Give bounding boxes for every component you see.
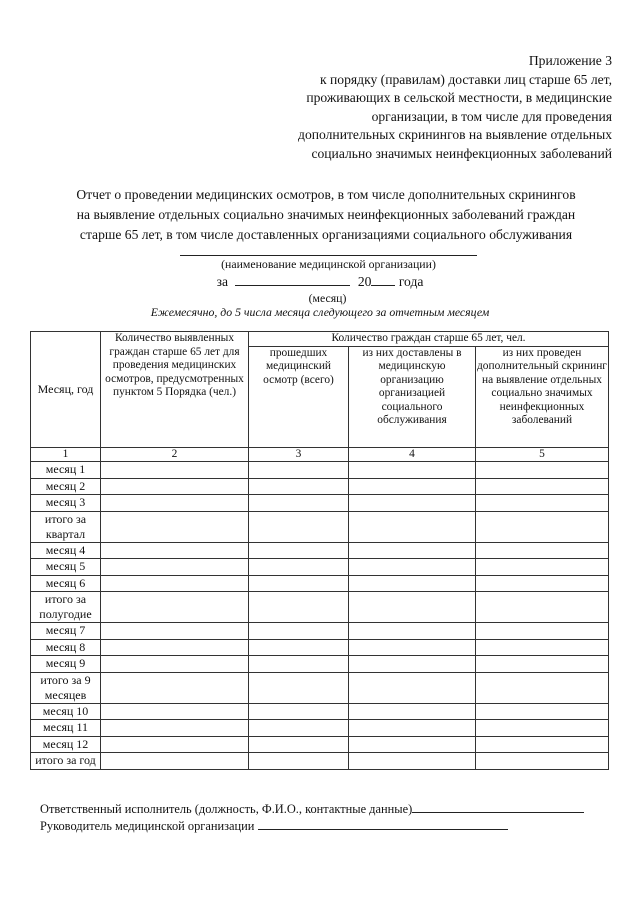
table-row	[31, 495, 609, 512]
data-cell[interactable]	[476, 656, 609, 673]
data-cell[interactable]	[101, 478, 249, 495]
table-row	[31, 753, 609, 770]
data-cell[interactable]	[476, 462, 609, 479]
row-label: месяц 7	[31, 623, 101, 640]
appendix-line: социально значимых неинфекционных заболеваний	[311, 145, 612, 161]
head-signature	[40, 817, 508, 834]
data-cell[interactable]	[349, 495, 476, 512]
row-label: итого за полугодие	[31, 592, 101, 623]
row-label: месяц 11	[31, 720, 101, 737]
table-row	[31, 736, 609, 753]
data-cell[interactable]	[349, 703, 476, 720]
table-row	[31, 511, 609, 542]
data-cell[interactable]	[101, 639, 249, 656]
table-row	[31, 720, 609, 737]
data-cell[interactable]	[476, 736, 609, 753]
data-cell[interactable]	[249, 736, 349, 753]
data-cell[interactable]	[349, 639, 476, 656]
column-number: 1	[31, 447, 101, 462]
data-cell[interactable]	[349, 623, 476, 640]
table-row	[31, 462, 609, 479]
column-number: 4	[349, 447, 476, 462]
report-table	[30, 331, 609, 770]
appendix-line: организации, в том числе для проведения	[371, 108, 612, 124]
appendix-line: Приложение 3	[528, 53, 612, 68]
data-cell[interactable]	[349, 720, 476, 737]
table-row	[31, 559, 609, 576]
data-cell[interactable]	[101, 736, 249, 753]
data-cell[interactable]	[101, 542, 249, 559]
responsible-label: Ответственный исполнитель (должность, Ф.И.О., контактные данные)	[40, 802, 413, 816]
title-line: на выявление отдельных социально значимых неинфекционных заболеваний граждан	[76, 207, 576, 222]
table-row	[31, 592, 609, 623]
header-month: Месяц, год	[31, 332, 101, 448]
data-cell[interactable]	[249, 495, 349, 512]
title-line: старше 65 лет, в том числе доставленных организациями социального обслуживания	[79, 227, 573, 242]
data-cell[interactable]	[476, 623, 609, 640]
data-cell[interactable]	[349, 511, 476, 542]
row-label: итого за 9 месяцев	[31, 672, 101, 703]
data-cell[interactable]	[349, 542, 476, 559]
header-screened: из них проведен дополнительный скрининг на выявление отдельных социально значимых неинфекционных заболеваний	[476, 346, 609, 447]
data-cell[interactable]	[349, 736, 476, 753]
table-row	[31, 672, 609, 703]
appendix-header	[192, 52, 612, 164]
header-group: Количество граждан старше 65 лет, чел.	[249, 332, 609, 347]
data-cell[interactable]	[101, 672, 249, 703]
month-caption: (месяц)	[308, 291, 347, 305]
data-cell[interactable]	[476, 542, 609, 559]
table-row	[31, 623, 609, 640]
org-name-caption: (наименование медицинской организации)	[221, 257, 436, 271]
data-cell[interactable]	[476, 720, 609, 737]
row-label: месяц 10	[31, 703, 101, 720]
column-number: 5	[476, 447, 609, 462]
data-cell[interactable]	[476, 495, 609, 512]
data-cell[interactable]	[349, 753, 476, 770]
appendix-line: проживающих в сельской местности, в медицинские	[306, 90, 612, 106]
table-row	[31, 542, 609, 559]
data-cell[interactable]	[101, 462, 249, 479]
appendix-line: к порядку (правилам) доставки лиц старше 65 лет,	[320, 71, 612, 87]
table-row	[31, 656, 609, 673]
data-cell[interactable]	[349, 592, 476, 623]
row-label: месяц 12	[31, 736, 101, 753]
month-field[interactable]	[235, 271, 350, 286]
data-cell[interactable]	[249, 478, 349, 495]
table-row	[31, 639, 609, 656]
data-cell[interactable]	[249, 672, 349, 703]
year-prefix: 20	[357, 274, 372, 289]
data-cell[interactable]	[249, 639, 349, 656]
column-number: 3	[249, 447, 349, 462]
period-suffix: года	[398, 274, 424, 289]
table-row	[31, 478, 609, 495]
column-number: 2	[101, 447, 249, 462]
header-detected: Количество выявленных граждан старше 65 лет для проведения медицинских осмотров, предусмотренных пунктом 5 Порядка (чел.)	[101, 332, 249, 448]
table-row	[31, 575, 609, 592]
data-cell[interactable]	[249, 623, 349, 640]
data-cell[interactable]	[101, 592, 249, 623]
header-delivered: из них доставлены в медицинскую организацию организацией социального обслуживания	[349, 346, 476, 447]
data-cell[interactable]	[101, 559, 249, 576]
header-examined: прошедших медицинский осмотр (всего)	[249, 346, 349, 447]
data-cell[interactable]	[101, 575, 249, 592]
data-cell[interactable]	[101, 656, 249, 673]
data-cell[interactable]	[249, 703, 349, 720]
data-cell[interactable]	[476, 753, 609, 770]
row-label: месяц 2	[31, 478, 101, 495]
row-label: итого за квартал	[31, 511, 101, 542]
row-label: месяц 3	[31, 495, 101, 512]
data-cell[interactable]	[101, 720, 249, 737]
data-cell[interactable]	[101, 495, 249, 512]
data-cell[interactable]	[476, 478, 609, 495]
data-cell[interactable]	[249, 462, 349, 479]
data-cell[interactable]	[476, 511, 609, 542]
data-cell[interactable]	[476, 559, 609, 576]
data-cell[interactable]	[249, 753, 349, 770]
row-label: месяц 4	[31, 542, 101, 559]
data-cell[interactable]	[476, 575, 609, 592]
data-cell[interactable]	[476, 639, 609, 656]
data-cell[interactable]	[249, 559, 349, 576]
data-cell[interactable]	[476, 672, 609, 703]
data-cell[interactable]	[249, 542, 349, 559]
head-label: Руководитель медицинской организации	[40, 819, 255, 833]
data-cell[interactable]	[249, 511, 349, 542]
row-label: месяц 8	[31, 639, 101, 656]
data-cell[interactable]	[101, 753, 249, 770]
data-cell[interactable]	[101, 623, 249, 640]
row-label: месяц 1	[31, 462, 101, 479]
row-label: месяц 6	[31, 575, 101, 592]
data-cell[interactable]	[349, 462, 476, 479]
period-prefix: за	[216, 274, 228, 289]
data-cell[interactable]	[349, 672, 476, 703]
responsible-field[interactable]	[412, 800, 584, 813]
head-field[interactable]	[258, 817, 508, 830]
period-line	[0, 271, 640, 290]
data-cell[interactable]	[349, 478, 476, 495]
org-name-field[interactable]	[180, 255, 477, 256]
data-cell[interactable]	[249, 720, 349, 737]
data-cell[interactable]	[249, 656, 349, 673]
data-cell[interactable]	[249, 575, 349, 592]
data-cell[interactable]	[101, 511, 249, 542]
data-cell[interactable]	[349, 559, 476, 576]
year-field[interactable]	[371, 271, 395, 286]
data-cell[interactable]	[249, 592, 349, 623]
title-line: Отчет о проведении медицинских осмотров, в том числе дополнительных скринингов	[76, 187, 576, 202]
row-label: итого за год	[31, 753, 101, 770]
data-cell[interactable]	[476, 703, 609, 720]
data-cell[interactable]	[349, 575, 476, 592]
deadline-note: Ежемесячно, до 5 числа месяца следующего за отчетным месяцем	[150, 305, 490, 319]
responsible-signature	[40, 800, 584, 817]
table-row	[31, 703, 609, 720]
row-label: месяц 5	[31, 559, 101, 576]
appendix-line: дополнительных скринингов на выявление отдельных	[298, 127, 612, 143]
row-label: месяц 9	[31, 656, 101, 673]
data-cell[interactable]	[476, 592, 609, 623]
data-cell[interactable]	[349, 656, 476, 673]
report-title	[40, 185, 612, 245]
data-cell[interactable]	[101, 703, 249, 720]
